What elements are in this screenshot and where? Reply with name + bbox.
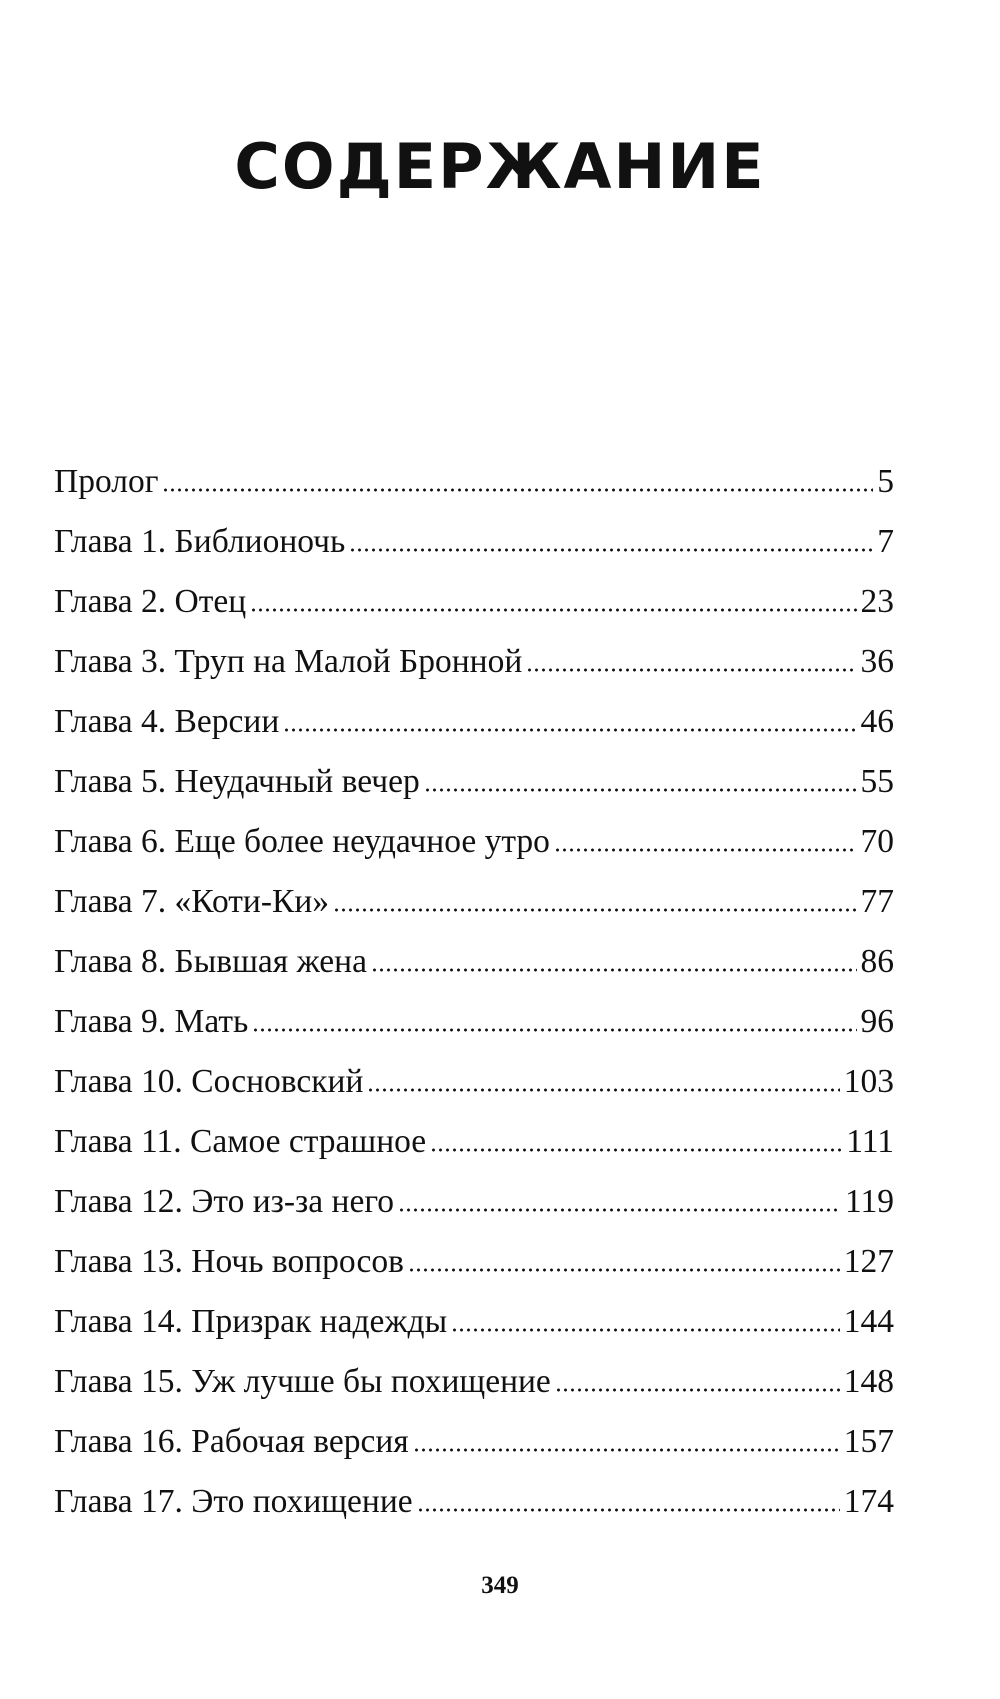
dot-leader	[555, 1388, 840, 1392]
toc-entry-page: 157	[843, 1423, 894, 1460]
toc-entry-page: 36	[860, 643, 894, 680]
dot-leader	[333, 908, 856, 912]
dot-leader	[367, 1088, 839, 1092]
toc-entry-title: Глава 6. Еще более неудачное утро	[54, 823, 550, 860]
toc-entry-title: Глава 7. «Коти-Ки»	[54, 883, 330, 920]
dot-leader	[250, 608, 856, 612]
toc-entry-page: 174	[843, 1483, 894, 1520]
toc-entry-chapter-6	[54, 812, 894, 872]
toc-entry-page: 77	[860, 883, 894, 920]
dot-leader	[424, 788, 857, 792]
toc-entry-page: 46	[860, 703, 894, 740]
toc-entry-chapter-11	[54, 1112, 894, 1172]
dot-leader	[430, 1148, 842, 1152]
toc-entry-chapter-13	[54, 1232, 894, 1292]
toc-entry-page: 5	[877, 463, 894, 500]
dot-leader	[526, 668, 856, 672]
toc-entry-page: 23	[860, 583, 894, 620]
toc-entry-page: 70	[860, 823, 894, 860]
toc-entry-title: Пролог	[54, 463, 159, 500]
toc-entry-title: Глава 12. Это из-за него	[54, 1183, 394, 1220]
toc-entry-chapter-3	[54, 632, 894, 692]
toc-entry-prologue	[54, 452, 894, 512]
toc-entry-title: Глава 9. Мать	[54, 1003, 249, 1040]
toc-entry-chapter-12	[54, 1172, 894, 1232]
toc-entry-page: 119	[844, 1183, 894, 1220]
toc-entry-chapter-1	[54, 512, 894, 572]
toc-entry-page: 144	[843, 1303, 894, 1340]
toc-entry-title: Глава 16. Рабочая версия	[54, 1423, 409, 1460]
dot-leader	[398, 1208, 841, 1212]
table-of-contents	[54, 452, 894, 1532]
toc-entry-title: Глава 1. Библионочь	[54, 523, 346, 560]
toc-entry-chapter-14	[54, 1292, 894, 1352]
toc-entry-chapter-16	[54, 1412, 894, 1472]
toc-entry-chapter-9	[54, 992, 894, 1052]
toc-entry-title: Глава 15. Уж лучше бы похищение	[54, 1363, 551, 1400]
dot-leader	[349, 548, 873, 552]
dot-leader	[554, 848, 857, 852]
toc-entry-title: Глава 17. Это похищение	[54, 1483, 413, 1520]
dot-leader	[252, 1028, 856, 1032]
toc-entry-chapter-2	[54, 572, 894, 632]
dot-leader	[408, 1268, 840, 1272]
toc-entry-page: 86	[860, 943, 894, 980]
toc-entry-page: 111	[846, 1123, 894, 1160]
page-title: СОДЕРЖАНИЕ	[234, 130, 766, 203]
toc-entry-page: 7	[877, 523, 894, 560]
dot-leader	[413, 1448, 840, 1452]
toc-entry-title: Глава 11. Самое страшное	[54, 1123, 427, 1160]
toc-entry-chapter-10	[54, 1052, 894, 1112]
toc-entry-title: Глава 13. Ночь вопросов	[54, 1243, 404, 1280]
dot-leader	[451, 1328, 840, 1332]
dot-leader	[162, 488, 873, 492]
toc-entry-title: Глава 14. Призрак надежды	[54, 1303, 448, 1340]
toc-entry-page: 103	[843, 1063, 894, 1100]
toc-entry-chapter-8	[54, 932, 894, 992]
toc-entry-title: Глава 8. Бывшая жена	[54, 943, 367, 980]
toc-entry-title: Глава 10. Сосновский	[54, 1063, 364, 1100]
dot-leader	[371, 968, 857, 972]
toc-entry-page: 127	[843, 1243, 894, 1280]
toc-entry-page: 148	[843, 1363, 894, 1400]
toc-entry-page: 96	[860, 1003, 894, 1040]
toc-entry-title: Глава 5. Неудачный вечер	[54, 763, 420, 800]
toc-entry-chapter-5	[54, 752, 894, 812]
toc-entry-chapter-4	[54, 692, 894, 752]
toc-entry-chapter-7	[54, 872, 894, 932]
toc-entry-page: 55	[860, 763, 894, 800]
toc-entry-title: Глава 4. Версии	[54, 703, 280, 740]
dot-leader	[283, 728, 856, 732]
toc-entry-chapter-17	[54, 1472, 894, 1532]
dot-leader	[417, 1508, 840, 1512]
page-number: 349	[481, 1572, 519, 1599]
toc-entry-title: Глава 3. Труп на Малой Бронной	[54, 643, 523, 680]
toc-entry-chapter-15	[54, 1352, 894, 1412]
toc-entry-title: Глава 2. Отец	[54, 583, 247, 620]
